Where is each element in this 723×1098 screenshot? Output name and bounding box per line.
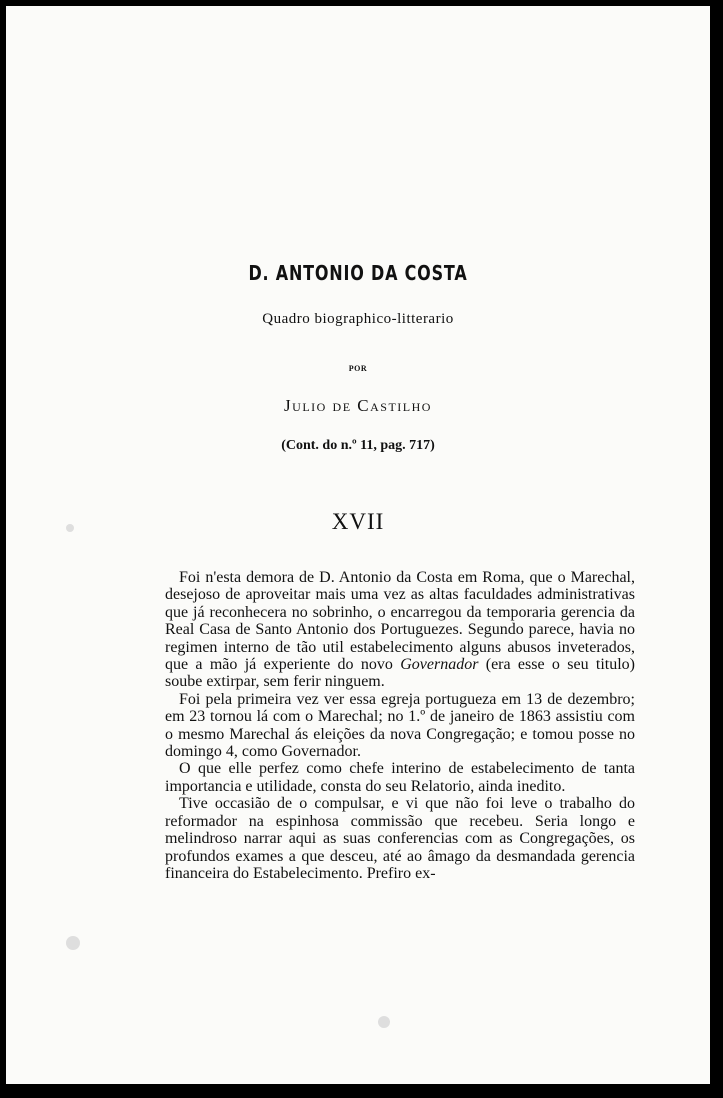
chapter-number: XVII	[331, 509, 385, 534]
article-body	[165, 569, 635, 882]
paragraph: Tive occasião de o compulsar, e vi que não foi leve o trabalho do reformador na espinhosa commissão que recebeu. Seria longo e melindroso narrar aqui as suas conferencias com as Congregações, os profundos exames a que desceu, até ao âmago da desmandada gerencia financeira do Estabelecimento. Prefiro ex-	[165, 795, 635, 882]
article-title: D. ANTONIO DA COSTA	[248, 261, 468, 285]
continuation-note: (Cont. do n.º 11, pag. 717)	[281, 438, 435, 453]
article-subtitle: Quadro biographico-litterario	[262, 311, 454, 327]
scanned-page	[6, 6, 710, 1084]
paper-speck	[378, 1016, 390, 1028]
author-name: Julio de Castilho	[284, 396, 432, 415]
paragraph: Foi pela primeira vez ver essa egreja portugueza em 13 de dezembro; em 23 tornou lá com o Marechal; no 1.º de janeiro de 1863 assistiu com o mesmo Marechal ás eleições da nova Congregação; e tomou posse no domingo 4, como Governador.	[165, 690, 635, 761]
paragraph: O que elle perfez como chefe interino de estabelecimento de tanta importancia e utilidade, consta do seu Relatorio, ainda inedito.	[165, 760, 635, 795]
paper-speck	[66, 936, 80, 950]
emphasis-governador: Governador	[400, 656, 479, 674]
byline-label: POR	[348, 364, 368, 373]
paragraph: Foi n'esta demora de D. Antonio da Costa em Roma, que o Marechal, desejoso de aproveitar mais uma vez as altas faculdades administrativas que já reconhecera no sobrinho, o encarregou da temporaria gerencia da Real Casa de Santo Antonio dos Portuguezes. Segundo parece, havia no regimen interno de tão util estabelecimento alguns abusos inveterados, que a mão já experiente do novo Governador (era esse o seu titulo) soube extirpar, sem ferir ninguem.	[165, 569, 636, 691]
